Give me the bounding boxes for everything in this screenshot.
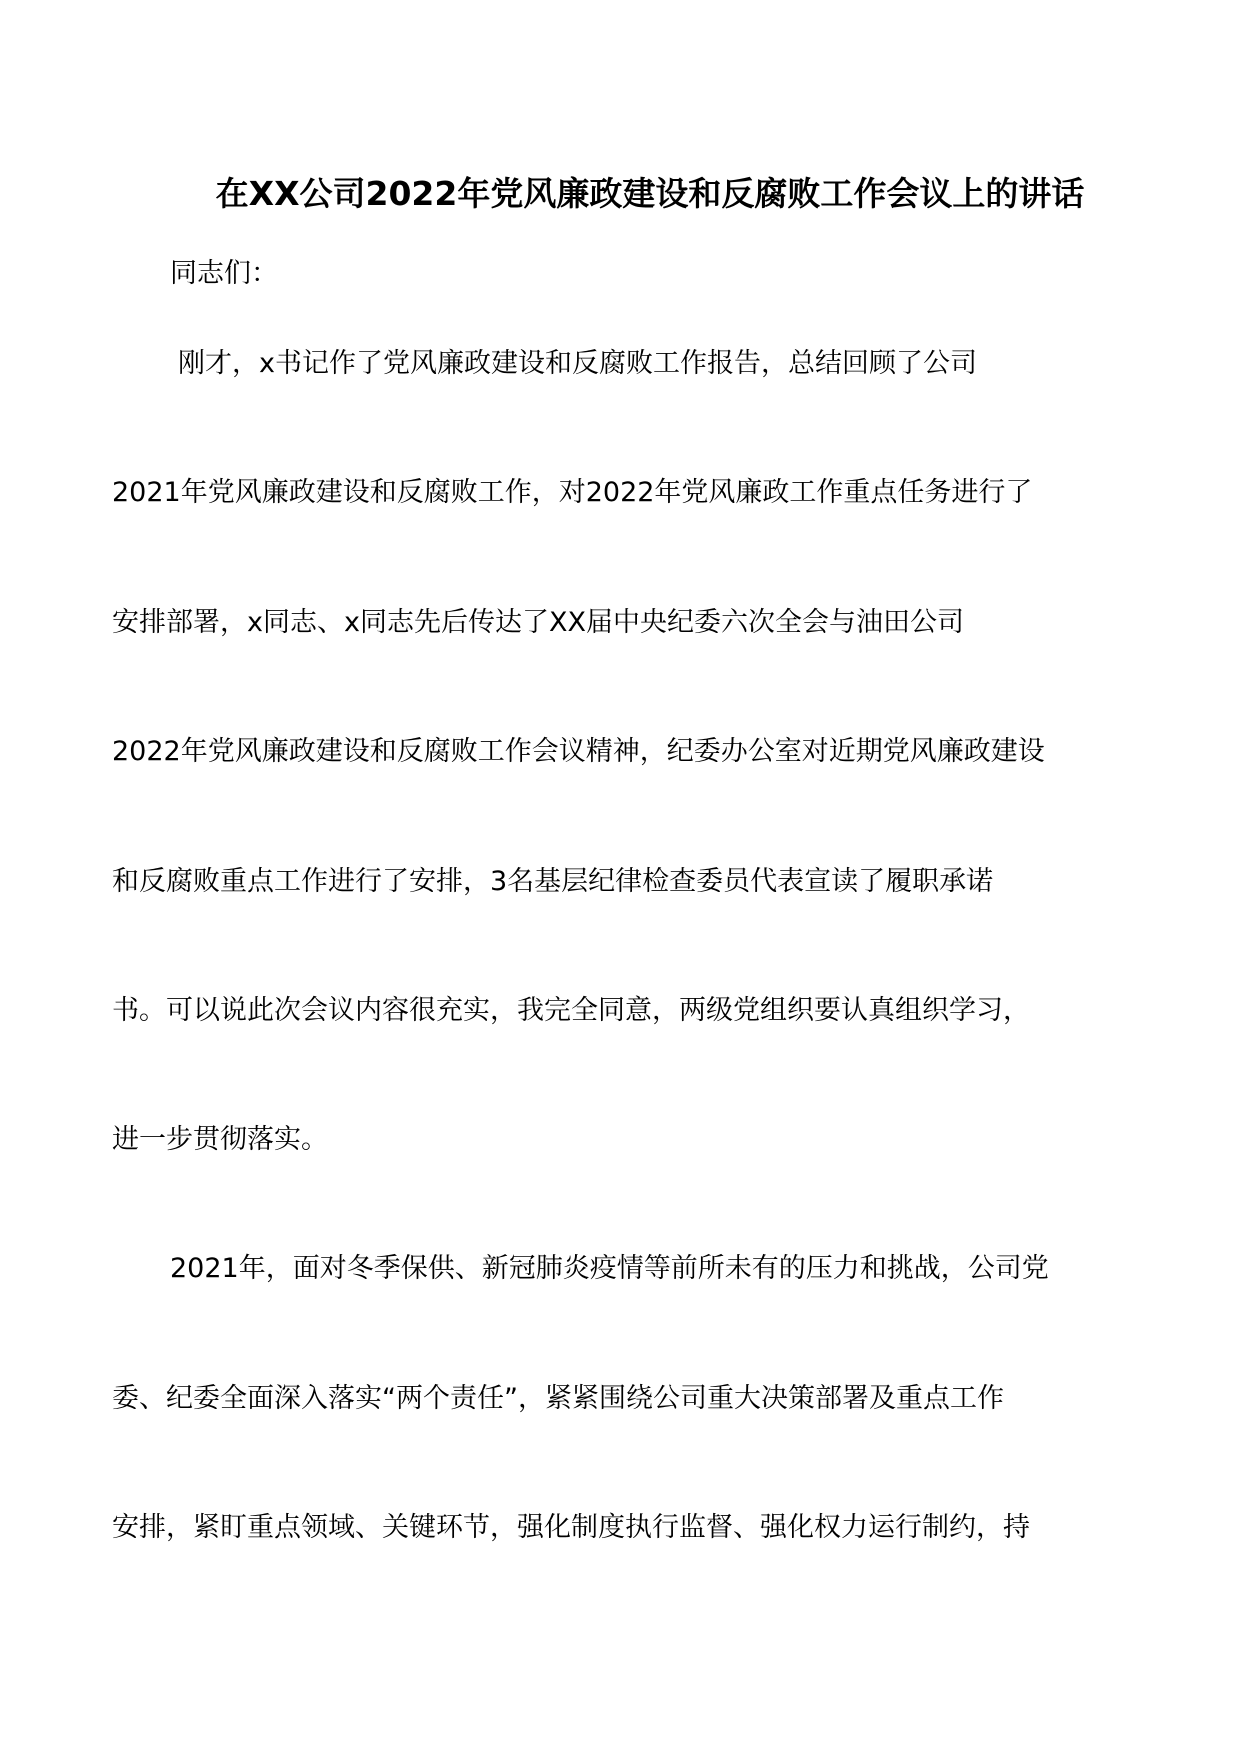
paragraph-line: 和反腐败重点工作进行了安排，3名基层纪律检查委员代表宣读了履职承诺 xyxy=(112,866,994,897)
paragraph-line: 2021年，面对冬季保供、新冠肺炎疫情等前所未有的压力和挑战，公司党 xyxy=(170,1253,1049,1284)
paragraph-line: 安排，紧盯重点领域、关键环节，强化制度执行监督、强化权力运行制约，持 xyxy=(112,1512,1030,1543)
paragraph-line: 2021年党风廉政建设和反腐败工作，对2022年党风廉政工作重点任务进行了 xyxy=(112,477,1033,508)
paragraph-line: 委、纪委全面深入落实“两个责任”，紧紧围绕公司重大决策部署及重点工作 xyxy=(112,1383,1004,1414)
document-title: 在XX公司2022年党风廉政建设和反腐败工作会议上的讲话 xyxy=(215,174,1085,213)
salutation: 同志们： xyxy=(170,258,278,289)
paragraph-line: 安排部署，x同志、x同志先后传达了XX届中央纪委六次全会与油田公司 xyxy=(112,607,964,638)
paragraph-line: 进一步贯彻落实。 xyxy=(112,1124,328,1155)
paragraph-line: 2022年党风廉政建设和反腐败工作会议精神，纪委办公室对近期党风廉政建设 xyxy=(112,736,1045,767)
paragraph-line: 书。可以说此次会议内容很充实，我完全同意，两级党组织要认真组织学习， xyxy=(112,995,1030,1026)
paragraph-line: 刚才，x书记作了党风廉政建设和反腐败工作报告，总结回顾了公司 xyxy=(178,348,977,379)
